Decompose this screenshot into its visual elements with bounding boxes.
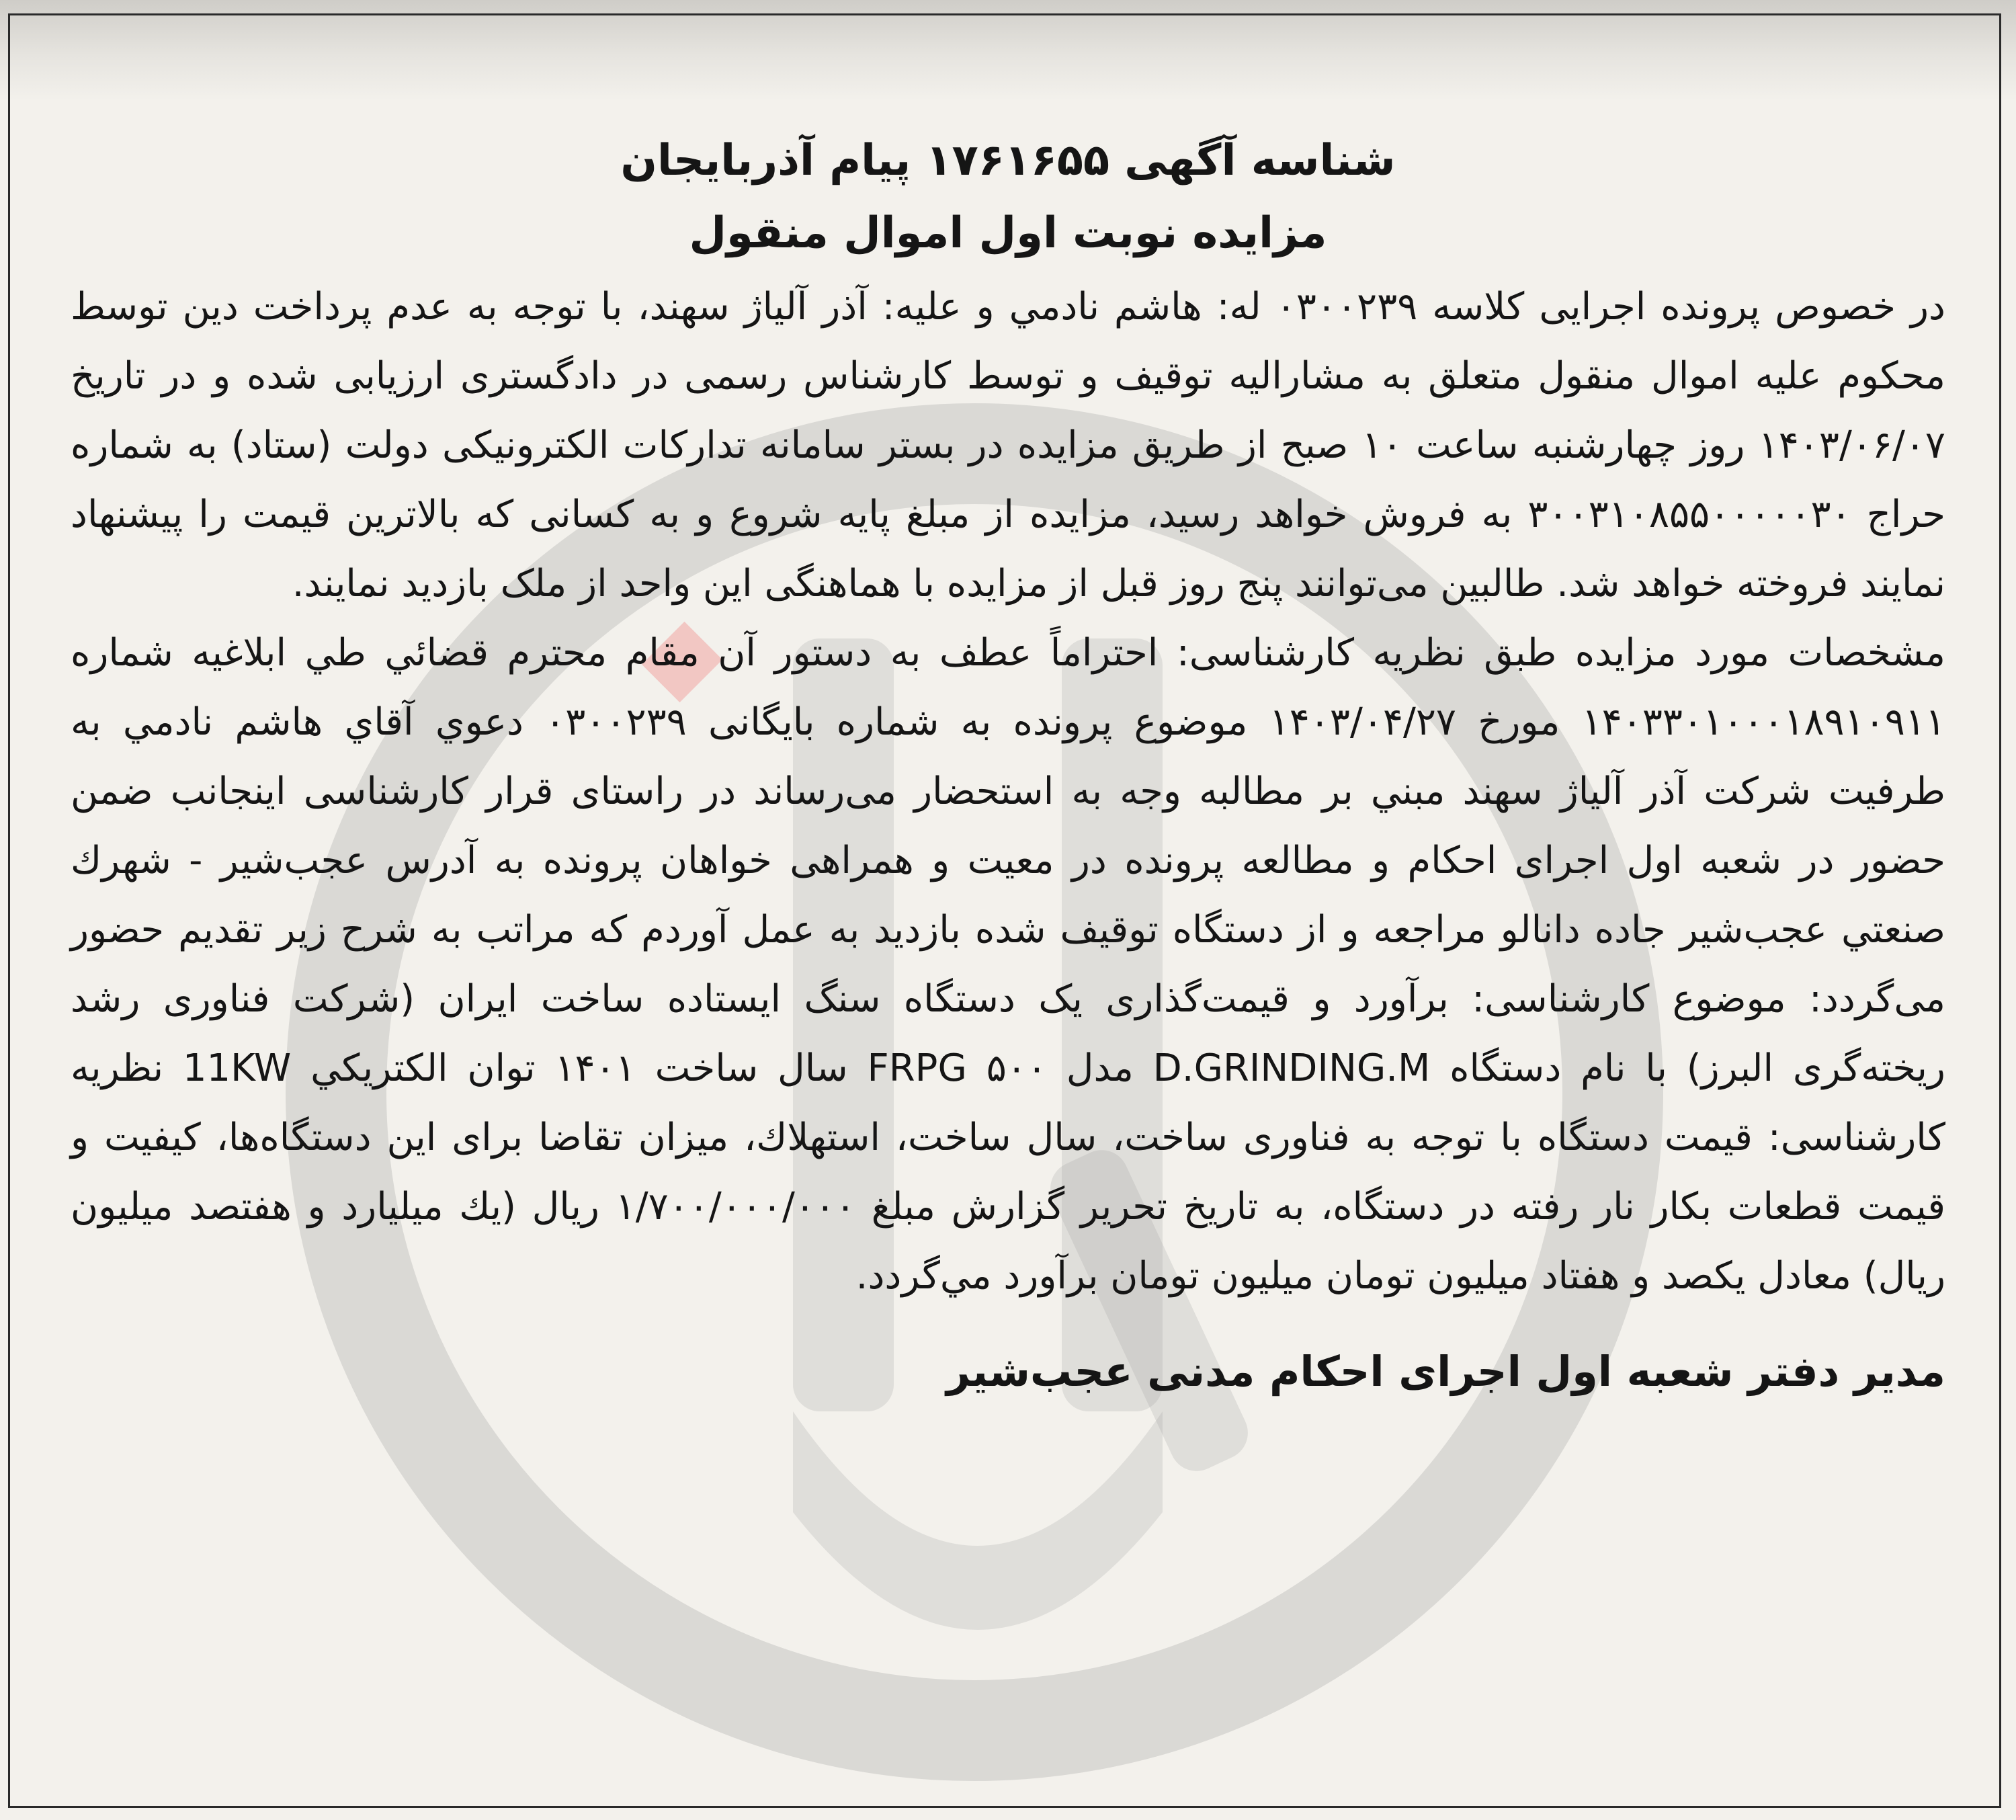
- notice-id-title: شناسه آگهی ۱۷۶۱۶۵۵ پیام آذربایجان: [620, 136, 1396, 185]
- auction-notice: [71, 124, 1945, 1409]
- signature-line: مدیر دفتر شعبه اول اجرای احکام مدنی عجب‌شیر: [946, 1347, 1945, 1396]
- notice-paragraph: در خصوص پرونده اجرایی کلاسه ۰۳۰۰۲۳۹ له: هاشم نادمي و علیه: آذر آلیاژ سهند، با توجه به عدم پرداخت دین توسط محکوم علیه اموال منقول متعلق به مشارالیه توقیف و توسط کارشناس رسمی در دادگستری ارزیابی شده و در تاریخ ۱۴۰۳/۰۶/۰۷ روز چهارشنبه ساعت ۱۰ صبح از طریق مزایده در بستر سامانه تدارکات الکترونیکی دولت (ستاد) به شماره حراج ۳۰۰۳۱۰۸۵۵۰۰۰۰۰۳۰ به فروش خواهد رسید، مزایده از مبلغ پایه شروع و به کسانی که بالاترین قیمت را پیشنهاد نمایند فروخته خواهد شد. طالبین می‌توانند پنج روز قبل از مزایده با هماهنگی این واحد از ملک بازدید نمایند.: [71, 285, 1945, 606]
- notice-paragraph: مشخصات مورد مزایده طبق نظریه کارشناسی: احتراماً عطف به دستور آن مقام محترم قضائي طي ابلاغیه شماره ۱۴۰۳۳۰۱۰۰۰۱۸۹۱۰۹۱۱ مورخ ۱۴۰۳/۰۴/۲۷ موضوع پرونده به شماره بایگانی ۰۳۰۰۲۳۹ دعوي آقاي هاشم نادمي به طرفیت شرکت آذر آلیاژ سهند مبني بر مطالبه وجه به استحضار می‌رساند در راستای قرار کارشناسی اینجانب ضمن حضور در شعبه اول اجرای احکام و مطالعه پرونده در معیت و همراهی خواهان پرونده به آدرس عجب‌شیر - شهرك صنعتي عجب‌شیر جاده دانالو مراجعه و از دستگاه توقیف شده بازدید به عمل آوردم که مراتب به شرح زیر تقدیم حضور می‌گردد: موضوع کارشناسی: برآورد و قیمت‌گذاری یک دستگاه سنگ ایستاده ساخت ایران (شرکت فناوری رشد ریخته‌گری البرز) با نام دستگاه D.GRINDING.M مدل ۵۰۰ FRPG سال ساخت ۱۴۰۱ توان الکتریکي 11KW نظریه کارشناسی: قیمت دستگاه با توجه به فناوری ساخت، سال ساخت، استهلاك، میزان تقاضا برای این دستگاه‌ها، کیفیت و قیمت قطعات بکار نار رفته در دستگاه، به تاریخ تحریر گزارش مبلغ ۱/۷۰۰/۰۰۰/۰۰۰ ریال (یك میلیارد و هفتصد میلیون ریال) معادل یکصد و هفتاد میلیون تومان میلیون تومان برآورد مي‌گردد.: [71, 631, 1945, 1298]
- notice-body: [71, 272, 1945, 1311]
- auction-title: مزایده نوبت اول اموال منقول: [689, 208, 1327, 258]
